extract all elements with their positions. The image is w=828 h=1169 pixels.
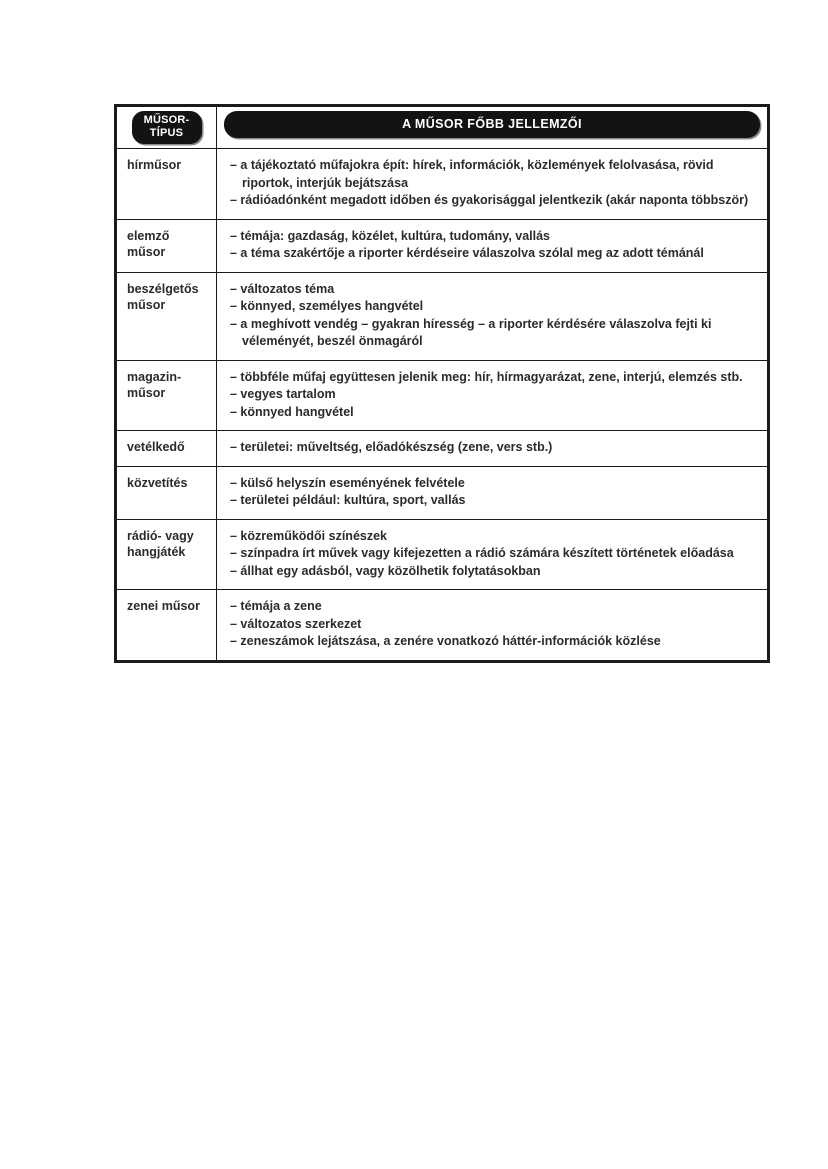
- program-type-cell: magazin-műsor: [116, 360, 217, 431]
- program-type-cell: közvetítés: [116, 466, 217, 519]
- table-row: [116, 519, 769, 590]
- program-desc-cell: [217, 219, 769, 272]
- program-desc-cell: [217, 431, 769, 467]
- bullet-item: – területei például: kultúra, sport, vallás: [230, 493, 466, 508]
- table-row: [116, 590, 769, 662]
- bullet-item: – zeneszámok lejátszása, a zenére vonatkozó háttér-információk közlése: [230, 634, 661, 649]
- bullet-item: – közreműködői színészek: [230, 528, 388, 543]
- program-desc-cell: [217, 360, 769, 431]
- program-desc-cell: [217, 149, 769, 220]
- program-desc-cell: [217, 272, 769, 360]
- bullet-item: – a meghívott vendég – gyakran híresség – a riporter kérdésére válaszolva fejti ki véleményét, beszél önmagáról: [230, 316, 712, 349]
- bullet-item: – könnyed, személyes hangvétel: [230, 299, 424, 314]
- bullet-item: – könnyed hangvétel: [230, 404, 354, 419]
- type-header-badge: MŰSOR-TÍPUS: [132, 111, 202, 144]
- program-types-table: [114, 104, 770, 663]
- program-desc-cell: [217, 466, 769, 519]
- program-type-cell: elemző műsor: [116, 219, 217, 272]
- table-row: [116, 149, 769, 220]
- bullet-item: – külső helyszín eseményének felvétele: [230, 475, 465, 490]
- program-type-cell: vetélkedő: [116, 431, 217, 467]
- header-type-cell: [116, 106, 217, 149]
- bullet-item: – a tájékoztató műfajokra épít: hírek, információk, közlemények felolvasása, rövid riportok, interjúk bejátszása: [230, 158, 714, 190]
- program-type-cell: rádió- vagy hangjáték: [116, 519, 217, 590]
- bullet-item: – vegyes tartalom: [230, 387, 336, 402]
- table-row: [116, 219, 769, 272]
- bullet-item: – változatos szerkezet: [230, 616, 362, 631]
- program-desc-cell: [217, 519, 769, 590]
- program-type-cell: zenei műsor: [116, 590, 217, 662]
- program-type-cell: beszélgetős műsor: [116, 272, 217, 360]
- bullet-item: – a téma szakértője a riporter kérdéseire válaszolva szólal meg az adott témánál: [230, 246, 704, 261]
- table-row: [116, 431, 769, 467]
- program-desc-cell: [217, 590, 769, 662]
- bullet-item: – színpadra írt művek vagy kifejezetten a rádió számára készített történetek előadása: [230, 546, 734, 561]
- program-type-cell: hírműsor: [116, 149, 217, 220]
- bullet-item: – témája a zene: [230, 599, 322, 614]
- bullet-item: – többféle műfaj együttesen jelenik meg: hír, hírmagyarázat, zene, interjú, elemzés stb.: [230, 369, 743, 384]
- header-row: [116, 106, 769, 149]
- bullet-item: – állhat egy adásból, vagy közölhetik folytatásokban: [230, 563, 541, 578]
- table-row: [116, 272, 769, 360]
- header-characteristics-cell: [217, 106, 769, 149]
- table-row: [116, 466, 769, 519]
- bullet-item: – területei: műveltség, előadókészség (zene, vers stb.): [230, 440, 553, 455]
- characteristics-header-badge: A MŰSOR FŐBB JELLEMZŐI: [224, 111, 760, 138]
- bullet-item: – változatos téma: [230, 281, 335, 296]
- bullet-item: – témája: gazdaság, közélet, kultúra, tudomány, vallás: [230, 228, 551, 243]
- bullet-item: – rádióadónként megadott időben és gyakorisággal jelentkezik (akár naponta többször): [230, 193, 749, 208]
- table-row: [116, 360, 769, 431]
